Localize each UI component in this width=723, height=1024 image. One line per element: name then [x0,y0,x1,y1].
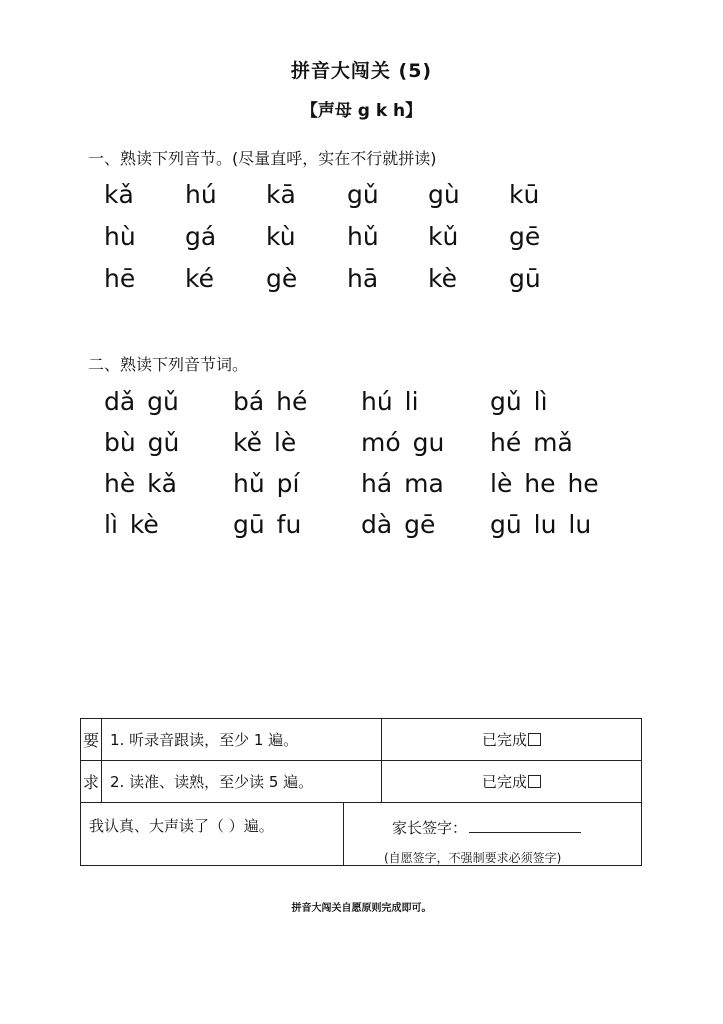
syllable: gè [266,264,298,293]
word: gū fu [233,510,302,539]
word: bá hé [233,387,308,416]
syllable: gǔ [347,180,379,209]
req-done-2 [382,761,642,803]
sign-note: (自愿签字，不强制要求必须签字) [384,851,562,865]
syllable: kù [266,222,296,251]
syllable: kǎ [104,180,134,209]
done-label: 已完成 [481,731,527,749]
word-grid [104,387,650,551]
word: lè he he [490,469,599,498]
req-item-2: 2. 读准、读熟，至少读 5 遍。 [102,761,382,803]
req-done-1 [382,719,642,761]
done-label: 已完成 [481,773,527,791]
read-count-text: 我认真、大声读了（ ）遍。 [81,803,344,866]
reading-record-table [80,802,642,866]
syllable: gē [509,222,541,251]
syllable: kū [509,180,540,209]
word: bù gǔ [104,428,180,457]
syllable: hǔ [347,222,379,251]
word: há ma [361,469,444,498]
word: hé mǎ [490,428,573,457]
syllable: hù [104,222,136,251]
word: hè kǎ [104,469,177,498]
word: kě lè [233,428,297,457]
word: dǎ gǔ [104,387,179,416]
word: gǔ lì [490,387,548,416]
syllable: kā [266,180,296,209]
syllable: ké [185,264,214,293]
sign-label: 家长签字： [392,819,468,837]
section1-heading: 一、熟读下列音节。(尽量直呼，实在不行就拼读) [88,149,437,168]
word: hǔ pí [233,469,300,498]
syllable: hē [104,264,136,293]
syllable: hā [347,264,379,293]
page-title: 拼音大闯关 (5) [290,60,433,82]
done-checkbox[interactable] [528,733,541,746]
syllable: kè [428,264,457,293]
syllable-grid [104,180,590,306]
requirements-table [80,718,642,803]
word: hú li [361,387,419,416]
word: gū lu lu [490,510,592,539]
req-side-label-top: 要 [81,719,102,761]
page-subtitle: 【声母 g k h】 [300,101,423,121]
req-item-1: 1. 听录音跟读，至少 1 遍。 [102,719,382,761]
syllable: kǔ [428,222,459,251]
section2-heading: 二、熟读下列音节词。 [88,355,249,374]
signature-line[interactable] [469,818,581,833]
parent-sign-cell [344,803,642,866]
syllable: gū [509,264,541,293]
word: mó gu [361,428,445,457]
req-side-label-bottom: 求 [81,761,102,803]
word: dà gē [361,510,436,539]
syllable: hú [185,180,217,209]
footer-note: 拼音大闯关自愿原则完成即可。 [291,903,432,914]
syllable: gù [428,180,460,209]
word: lì kè [104,510,159,539]
syllable: gá [185,222,217,251]
done-checkbox[interactable] [528,775,541,788]
